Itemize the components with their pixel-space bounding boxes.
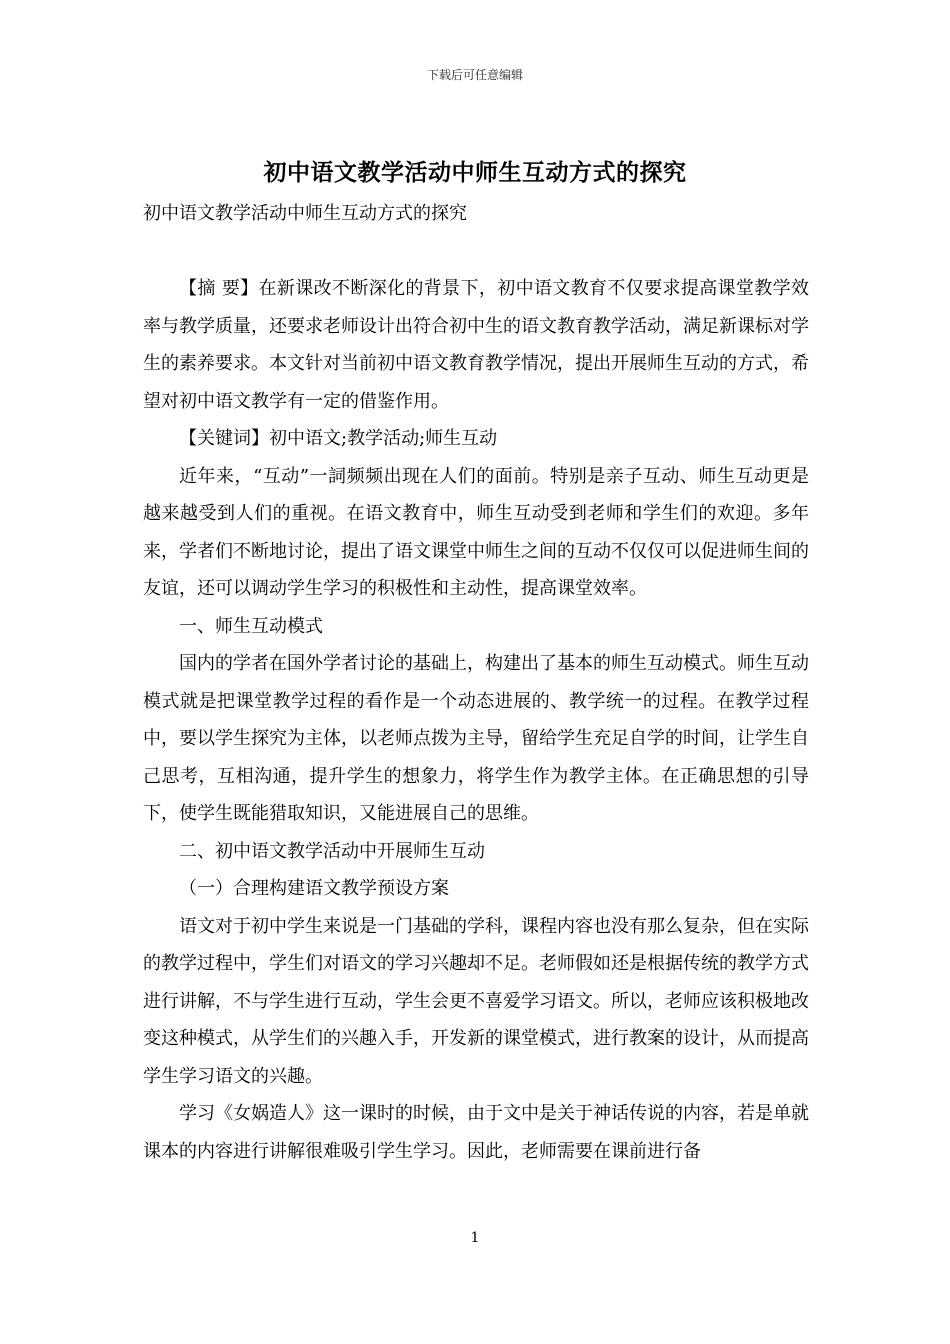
- intro-paragraph: 近年来，“互动”一詞频频出现在人们的面前。特别是亲子互动、师生互动更是越来越受到人们的重视。在语文教育中，师生互动受到老师和学生们的欢迎。多年来，学者们不断地讨论，提出了语文课堂中师生之间的互动不仅仅可以促进师生间的友谊，还可以调动学生学习的积极性和主动性，提高课堂效率。: [143, 465, 809, 599]
- section-heading-2: 二、初中语文教学活动中开展师生互动: [179, 840, 485, 862]
- abstract-paragraph: 【摘 要】在新课改不断深化的背景下，初中语文教育不仅要求提高课堂教学效率与教学质量，还要求老师设计出符合初中生的语文教育教学活动，满足新课标对学生的素养要求。本文针对当前初中语文教育教学情况，提出开展师生互动的方式，希望对初中语文教学有一定的借鉴作用。: [143, 278, 809, 412]
- document-subtitle: 初中语文教学活动中师生互动方式的探究: [143, 203, 467, 224]
- document-body: [143, 270, 809, 1170]
- example-paragraph: 学习《女娲造人》这一课时的时候，由于文中是关于神话传说的内容，若是单就课本的内容进行讲解很难吸引学生学习。因此，老师需要在课前进行备: [143, 1103, 809, 1162]
- section-heading-1: 一、师生互动模式: [179, 615, 323, 637]
- subsection-1-paragraph: 语文对于初中学生来说是一门基础的学科，课程内容也没有那么复杂，但在实际的教学过程中，学生们对语文的学习兴趣却不足。老师假如还是根据传统的教学方式进行讲解，不与学生进行互动，学生会更不喜爱学习语文。所以，老师应该积极地改变这种模式，从学生们的兴趣入手，开发新的课堂模式，进行教案的设计，从而提高学生学习语文的兴趣。: [143, 915, 809, 1087]
- page-number: 1: [470, 1230, 480, 1246]
- subsection-heading-1: （一）合理构建语文教学预设方案: [179, 878, 449, 899]
- document-title: 初中语文教学活动中师生互动方式的探究: [263, 159, 687, 186]
- header-note: 下载后可任意编辑: [426, 68, 523, 82]
- section-1-paragraph: 国内的学者在国外学者讨论的基础上，构建出了基本的师生互动模式。师生互动模式就是把课堂教学过程的看作是一个动态进展的、教学统一的过程。在教学过程中，要以学生探究为主体，以老师点拨为主导，留给学生充足自学的时间，让学生自己思考，互相沟通，提升学生的想象力，将学生作为教学主体。在正确思想的引导下，使学生既能猎取知识，又能进展自己的思维。: [143, 653, 809, 824]
- keywords-paragraph: 【关键词】初中语文;教学活动;师生互动: [179, 428, 498, 449]
